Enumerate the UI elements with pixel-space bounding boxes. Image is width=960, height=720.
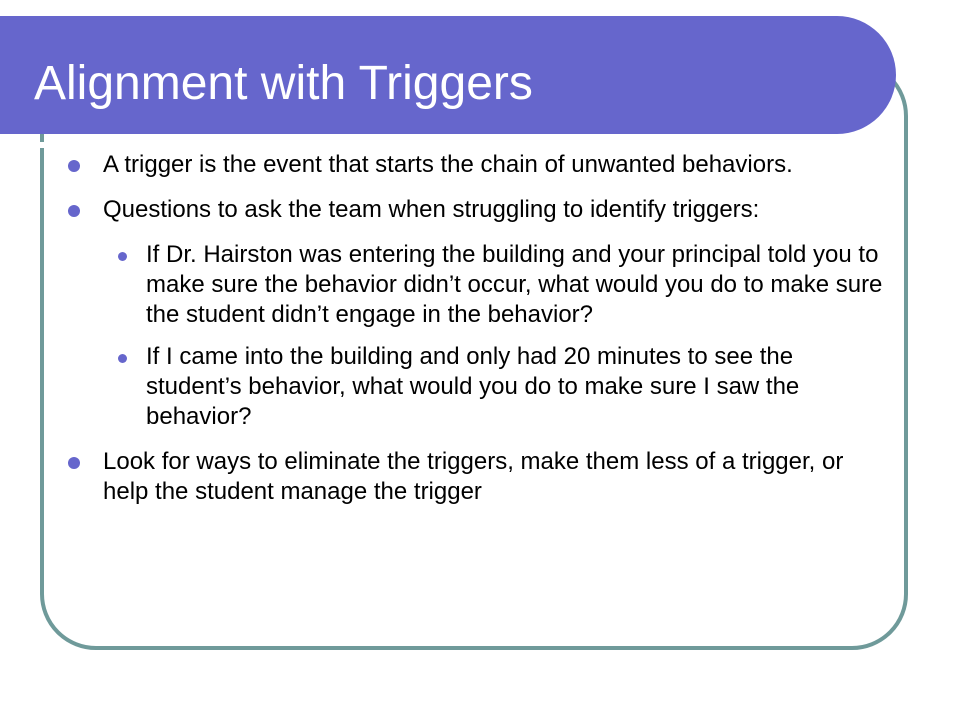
sub-bullet-item bbox=[62, 240, 892, 330]
sub-bullet-text: If I came into the building and only had 20 minutes to see the student’s behavior, what would you do to make sure I saw the behavior? bbox=[146, 343, 800, 430]
title-underline bbox=[0, 142, 848, 148]
sub-bullet-text: If Dr. Hairston was entering the building and your principal told you to make sure the behavior didn’t occur, what would you do to make sure the student didn’t engage in the behavior? bbox=[146, 241, 883, 328]
bullet-list bbox=[62, 150, 892, 522]
sub-bullet-group bbox=[62, 240, 892, 432]
bullet-dot-icon bbox=[68, 205, 80, 217]
title-bar bbox=[0, 16, 896, 134]
sub-bullet-list bbox=[62, 240, 892, 432]
bullet-dot-icon bbox=[68, 457, 80, 469]
bullet-text: Look for ways to eliminate the triggers, make them less of a trigger, or help the student manage the trigger bbox=[103, 448, 844, 505]
bullet-text: A trigger is the event that starts the chain of unwanted behaviors. bbox=[103, 151, 793, 178]
sub-bullet-dot-icon bbox=[118, 354, 127, 363]
sub-bullet-dot-icon bbox=[118, 252, 127, 261]
bullet-item bbox=[62, 195, 892, 225]
bullet-item bbox=[62, 150, 892, 180]
sub-bullet-item bbox=[62, 342, 892, 432]
bullet-text: Questions to ask the team when struggling to identify triggers: bbox=[103, 196, 760, 223]
bullet-dot-icon bbox=[68, 160, 80, 172]
bullet-item bbox=[62, 447, 892, 507]
slide-title: Alignment with Triggers bbox=[34, 57, 533, 110]
